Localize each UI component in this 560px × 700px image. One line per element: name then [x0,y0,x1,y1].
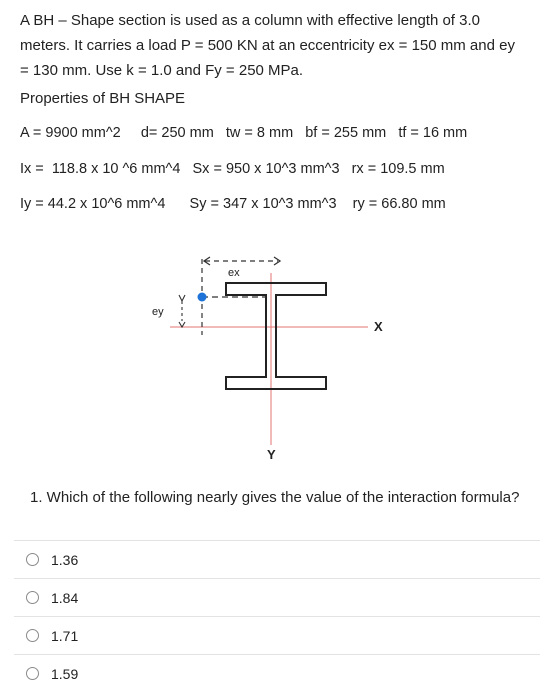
bh-section-svg [130,245,430,465]
properties-line: A = 9900 mm^2 d= 250 mm tw = 8 mm bf = 255 mm tf = 16 mm [20,125,468,141]
question-text: 1. Which of the following nearly gives the value of the interaction formula? [30,489,520,506]
bh-section-diagram [130,245,430,465]
properties-line: Iy = 44.2 x 10^6 mm^4 Sy = 347 x 10^3 mm^3 ry = 66.80 mm [20,196,446,212]
option-label: 1.36 [51,551,79,568]
radio-button[interactable] [26,553,39,566]
problem-line: meters. It carries a load P = 500 KN at an eccentricity ex = 150 mm and ey [20,37,515,54]
properties-line: Ix = 118.8 x 10 ^6 mm^4 Sx = 950 x 10^3 mm^3 rx = 109.5 mm [20,161,445,177]
answer-option[interactable] [14,654,540,692]
ey-arrow-bottom [179,322,185,327]
radio-button[interactable] [26,591,39,604]
option-label: 1.71 [51,627,79,644]
radio-button[interactable] [26,667,39,680]
problem-line: = 130 mm. Use k = 1.0 and Fy = 250 MPa. [20,62,304,79]
answer-option[interactable] [14,540,540,578]
ey-label: ey [152,306,164,318]
option-label: 1.59 [51,665,79,682]
y-axis-label: Y [267,447,276,462]
ex-label: ex [228,267,240,279]
i-section-outline [226,283,326,389]
ey-arrow-top [179,295,185,301]
problem-statement [20,8,550,83]
answer-option[interactable] [14,578,540,616]
answer-options [14,540,540,692]
answer-option[interactable] [14,616,540,654]
load-point-marker [198,293,207,302]
problem-line: A BH – Shape section is used as a column with effective length of 3.0 [20,12,480,29]
x-axis-label: X [374,319,383,334]
option-label: 1.84 [51,589,79,606]
properties-title: Properties of BH SHAPE [20,90,186,107]
radio-button[interactable] [26,629,39,642]
